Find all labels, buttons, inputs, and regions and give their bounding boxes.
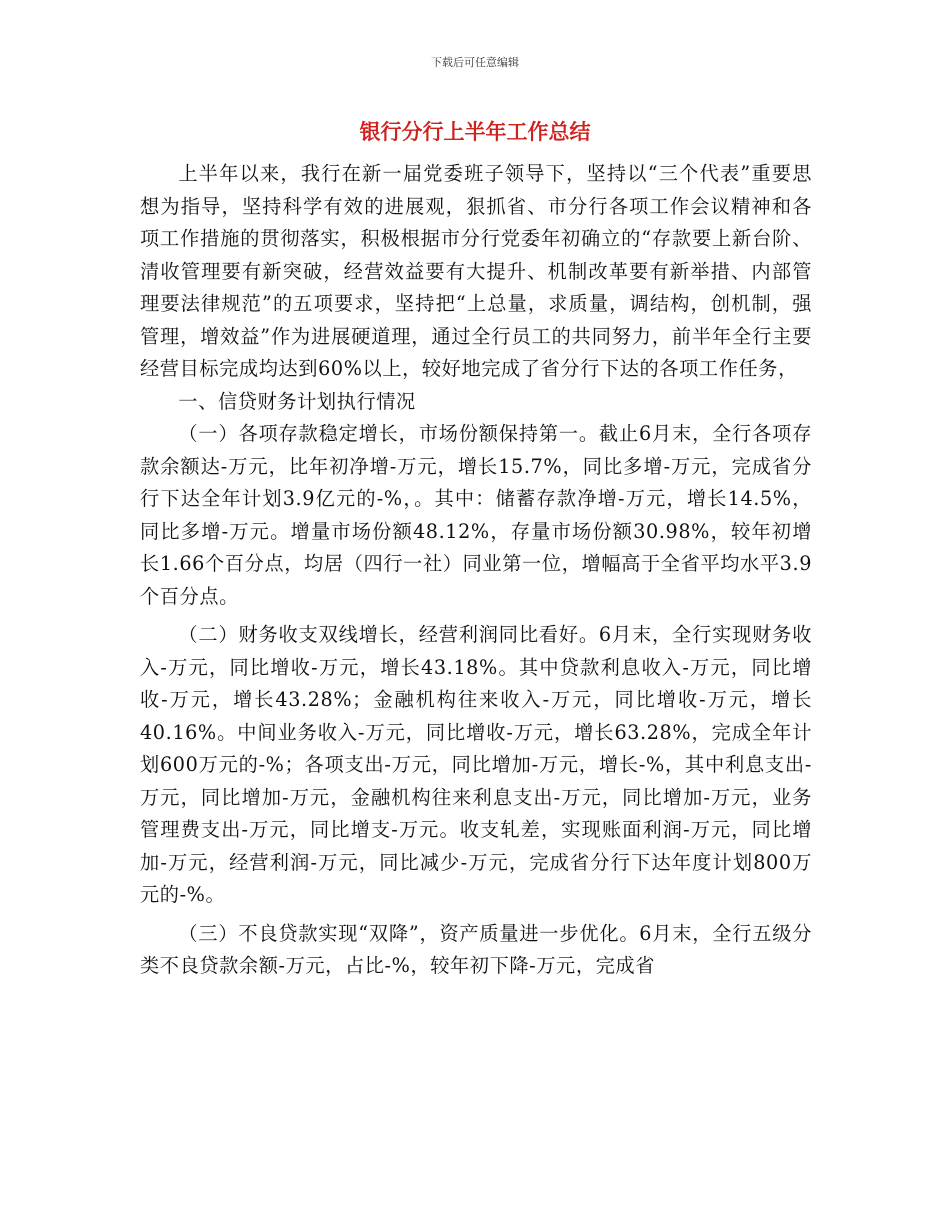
document-title: 银行分行上半年工作总结	[359, 120, 591, 144]
header-note: 下载后可任意编辑	[431, 56, 519, 69]
section-heading-credit-finance: 一、信贷财务计划执行情况	[178, 389, 416, 413]
paragraph-finance: （二）财务收支双线增长，经营利润同比看好。6月末，全行实现财务收入-万元，同比增收-万元，增长43.18%。其中贷款利息收入-万元，同比增收-万元，增长43.28%；金融机构往来收入-万元，同比增收-万元，增长40.16%。中间业务收入-万元，同比增收-万元，增长63.28%，完成全年计划600万元的-%；各项支出-万元，同比增加-万元，增长-%，其中利息支出-万元，同比增加-万元，金融机构往来利息支出-万元，同比增加-万元，业务管理费支出-万元，同比增支-万元。收支轧差，实现账面利润-万元，同比增加-万元，经营利润-万元，同比减少-万元，完成省分行下达年度计划800万元的-%。	[140, 623, 812, 906]
paragraph-deposits: （一）各项存款稳定增长，市场份额保持第一。截止6月末，全行各项存款余额达-万元，比年初净增-万元，增长15.7%，同比多增-万元，完成省分行下达全年计划3.9亿元的-%，。其中：储蓄存款净增-万元，增长14.5%，同比多增-万元。增量市场份额48.12%，存量市场份额30.98%，较年初增长1.66个百分点，均居（四行一社）同业第一位，增幅高于全省平均水平3.9个百分点。	[140, 422, 812, 608]
paragraph-bad-loans: （三）不良贷款实现“双降”，资产质量进一步优化。6月末，全行五级分类不良贷款余额-万元，占比-%，较年初下降-万元，完成省	[140, 921, 812, 977]
paragraph-intro: 上半年以来，我行在新一届党委班子领导下，坚持以“三个代表”重要思想为指导，坚持科学有效的进展观，狠抓省、市分行各项工作会议精神和各项工作措施的贯彻落实，积极根据市分行党委年初确立的“存款要上新台阶、清收管理要有新突破，经营效益要有大提升、机制改革要有新举措、内部管理要法律规范”的五项要求，坚持把“上总量，求质量，调结构，创机制，强管理，增效益”作为进展硬道理，通过全行员工的共同努力，前半年全行主要经营目标完成均达到60%以上，较好地完成了省分行下达的各项工作任务，	[140, 162, 812, 380]
document-body	[140, 158, 812, 983]
